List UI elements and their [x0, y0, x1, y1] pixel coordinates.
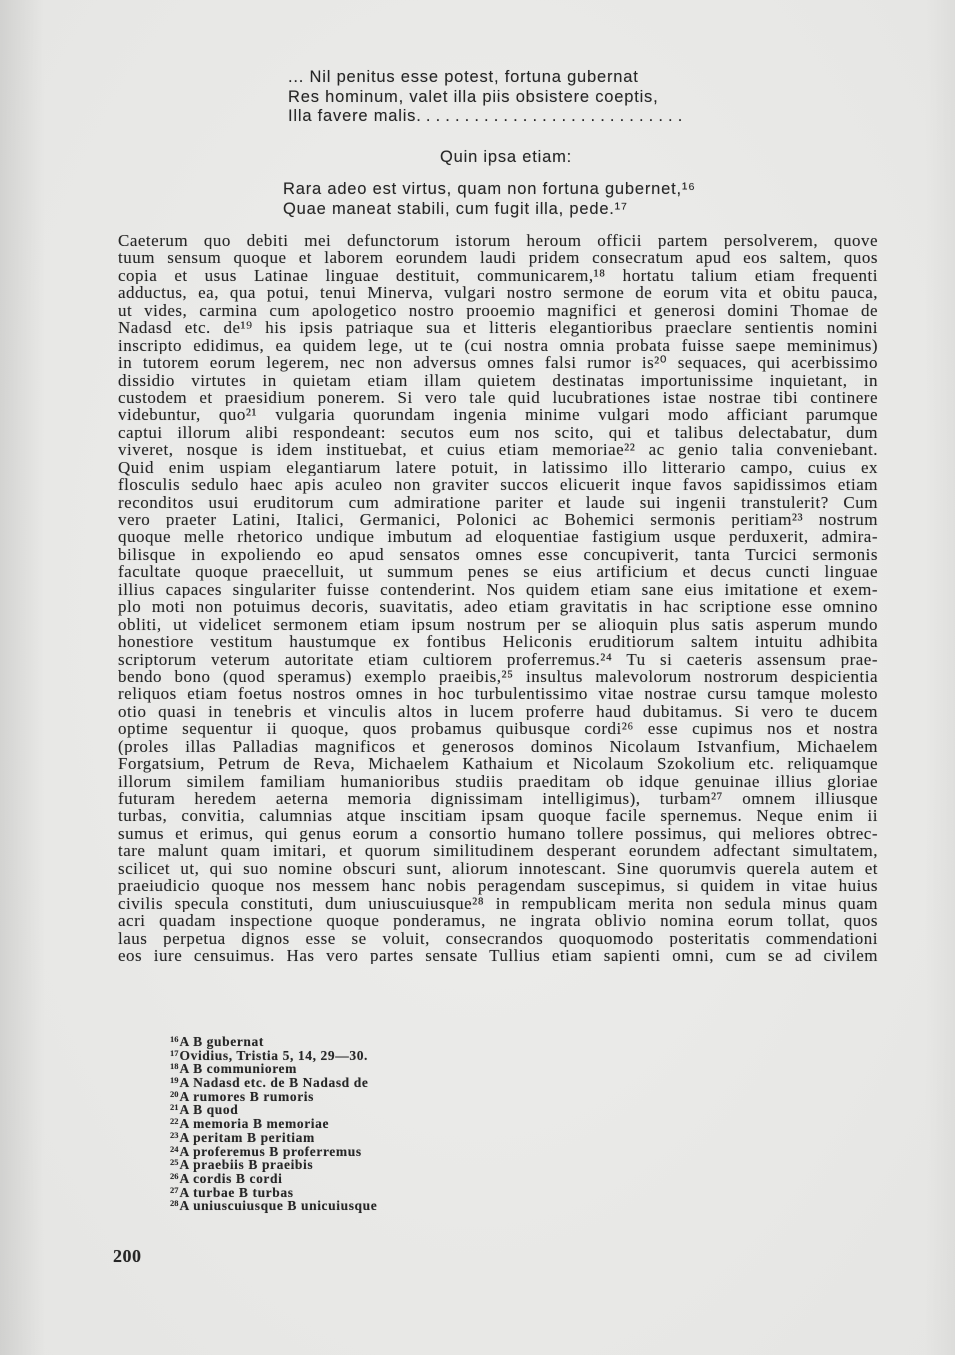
body-line: vero praeter Latini, Italici, Germanici, Polonici ac Bohemici sermonis peritiam²³ nostrum	[118, 511, 878, 529]
footnote-text: A peritam B peritiam	[179, 1129, 315, 1145]
body-line: flosculis sedulo haec apis aculeo non graviter succos elicuerit inque favos sapidissimos etiam	[118, 476, 878, 494]
body-line: optime sequentur ii quoque, quos probamus quibusque cordi²⁶ esse cupimus nos et nostra	[118, 720, 878, 738]
body-line: adductus, ea, qua potui, tenui Minerva, vulgari nostro sermone de eorum vita et obitu pauca,	[118, 284, 878, 302]
footnote	[170, 1143, 377, 1157]
body-line: illius capaces singulariter fuisse contenderint. Nos quidem etiam sane eius imitatione et exem-	[118, 580, 878, 599]
body-line: acri quadam inspectione quoque ponderamus, ne ingrata oblivio nomina eorum tollat, quos	[118, 912, 878, 930]
interlude-line: Quin ipsa etiam:	[440, 148, 573, 166]
body-line: (proles illas Palladias magnificos et generosos dominos Nicolaum Istvanfium, Michaelem	[118, 737, 878, 756]
footnote	[170, 1197, 378, 1214]
body-line: copia et usus Latinae linguae destituit, communicarem,¹⁸ hortatu talium etiam frequenti	[118, 266, 878, 285]
body-line: sumus et erimus, qui genus eorum a consortio humano tollere possimus, qui meliores obtrec-	[118, 824, 878, 843]
body-line: praeiudicio quoque nos messem hanc nobis peragendam suscepimus, si quidem in vitae huius	[118, 877, 878, 895]
footnote-text: A memoria B memoriae	[179, 1116, 330, 1132]
footnote-mark: 23	[170, 1129, 179, 1140]
body-line: tuum sensum quoque et laborem eorundem laudi pridem consecratum apud eos saltem, quos	[118, 249, 878, 267]
footnote-text: A praebiis B praeibis	[179, 1157, 314, 1173]
body-line: dissidio virtutes in quietam etiam illam quietem destinatas importunissime inquietant, in	[118, 371, 878, 389]
body-line: reconditos usui eruditorum cum admiratione pariter et laude sui ingenii transtulerit? Cum	[118, 493, 878, 511]
footnote	[170, 1047, 377, 1061]
body-line: videbuntur, quo²¹ vulgaria quorundam ingenia minime vulgari modo afficiant parumque	[118, 406, 878, 424]
footnote-mark: 17	[170, 1047, 179, 1058]
body-line: illorum similem familiam humanioribus studiis praeditam ob idque genuinae illius gloriae	[118, 772, 878, 790]
body-line: otio quasi in tenebris et vinculis altos in lucem proferre haud dubitamus. Si vero te ducem	[118, 702, 878, 721]
footnote-text: A turbae B turbas	[179, 1184, 294, 1200]
body-line: obliti, ut videlicet sermonem etiam ipsum nostrum per se alioquin plus satis asperum mundo	[118, 615, 878, 634]
footnote-text: A Nadasd etc. de B Nadasd de	[179, 1075, 369, 1091]
body-line: tare malunt quam imitari, et quorum similitudinem desperant eorundem adfectant simultatem,	[118, 842, 878, 860]
dot-leader: ............................	[416, 107, 688, 126]
verse-line-text: Illa favere malis	[288, 107, 417, 126]
footnote-text: A B communiorem	[179, 1061, 297, 1077]
body-line: Nadasd etc. de¹⁹ his ipsis patriaque sua et litteris elegantioribus praeclare sentientis nomini	[118, 319, 878, 337]
body-line: civilis specula constituti, dum uniuscuiusque²⁸ in rempublicam merita non sedula minus quam	[118, 894, 878, 913]
footnote-mark: 26	[170, 1170, 179, 1181]
body-line: turbas, convitia, calumnias atque inscitiam ipsam quoque facile spernemus. Neque enim ii	[118, 807, 878, 825]
body-line: custodem et praesidium ponerem. Si vero tale quid lucubrationes istae nostrae tibi continere	[118, 388, 878, 407]
footnote-text: Ovidius, Tristia 5, 14, 29—30.	[179, 1047, 369, 1063]
body-line: plo moti non potuimus decoris, suavitatis, adeo etiam gravitatis in hac scriptione esse omnino	[118, 598, 878, 616]
body-line: eos iure censuimus. Has vero partes sensate Tullius etiam sapienti omni, cum se ad civilem	[118, 946, 878, 965]
verse-line: ... Nil penitus esse potest, fortuna gubernat	[288, 68, 639, 86]
footnote	[170, 1170, 377, 1184]
body-line: inscripto edidimus, ea quidem lege, ut te (cui nostra omnia probata fuisse saepe meminimus)	[118, 336, 878, 355]
footnote	[170, 1115, 377, 1132]
verse-line: Res hominum, valet illa piis obsistere coeptis,	[288, 87, 659, 106]
footnote	[170, 1074, 377, 1091]
verse-block-2	[283, 180, 696, 219]
footnotes	[170, 1033, 378, 1214]
footnote-mark: 18	[170, 1061, 179, 1072]
footnote-text: A B gubernat	[179, 1034, 264, 1049]
body-line: facultate quoque praecelluit, ut summum penes se eius artificium et decus cuncti linguae	[118, 563, 878, 581]
footnote-mark: 22	[170, 1116, 179, 1127]
body-line: scilicet ut, qui suo nomine obscuri sunt, aliorum innotescant. Sine quorumvis querela autem et	[118, 859, 878, 878]
verse-line-with-leader	[288, 107, 687, 127]
body-line: bilisque in expoliendo eo apud sensatos omnes esse concupiverit, tanta Turcici sermonis	[118, 545, 878, 564]
body-line: ut vides, carmina cum apologetico nostro prooemio magnifici et generosi domini Thomae de	[118, 301, 878, 320]
footnote-mark: 19	[170, 1075, 179, 1086]
footnote	[170, 1129, 377, 1143]
body-line: viveret, nosque is idem instituebat, et cuius etiam memoriae²² ac genio talia conveniebant.	[118, 441, 878, 459]
footnote	[170, 1033, 377, 1047]
verse-line: Rara adeo est virtus, quam non fortuna gubernet,¹⁶	[283, 180, 696, 198]
body-line: bendo bono (quod speramus) exemplo praeibis,²⁵ insultus malevolorum nostrorum despicientia	[118, 667, 878, 686]
body-line: laus perpetua dignos esse se voluit, consecrandos quoquomodo posteritatis commendationi	[118, 929, 878, 947]
body-line: captui illorum alibi respondeant: secutos eum nos scito, qui et talibus delectabatur, dum	[118, 423, 878, 442]
footnote-mark: 25	[170, 1157, 179, 1168]
footnote-text: A uniuscuiusque B unicuiusque	[179, 1198, 378, 1214]
footnote-mark: 21	[170, 1102, 179, 1113]
body-line: Forgatsium, Petrum de Reva, Michaelem Kathaium et Nicolaum Szokolium etc. reliquamque	[118, 755, 878, 773]
footnote-mark: 16	[170, 1034, 179, 1044]
body-paragraph	[118, 232, 878, 964]
body-line: futuram heredem aeterna memoria dignissimam intelligimus), turbam²⁷ omnem illiusque	[118, 790, 878, 808]
body-line: scriptorum veterum autoritate etiam cultiorem proferremus.²⁴ Tu si caeteris assensum prae-	[118, 650, 878, 668]
body-line: reliquos etiam foetus nostros omnes in hoc turbulentissimo vitae nostrae cursu tamque molesto	[118, 685, 878, 703]
body-line: Caeterum quo debiti mei defunctorum istorum heroum officii partem persolverem, quove	[118, 232, 878, 250]
footnote-text: A cordis B cordi	[179, 1170, 283, 1186]
footnote-mark: 28	[170, 1198, 179, 1209]
body-line: honestiore vestitum haustumque ex fontibus Heliconis eruditiorum saltem intuitu adhibita	[118, 633, 878, 651]
footnote-text: A B quod	[179, 1102, 239, 1118]
footnote-text: A rumores B rumoris	[179, 1088, 315, 1104]
body-line: in tutorem eorum legerem, nec non adversus omnes falsi rumor is²⁰ sequaces, qui acerbissimo	[118, 354, 878, 372]
body-line: quoque melle rhetorico undique imbutum ad eloquentiae fastigium usque perduxerit, admira-	[118, 528, 878, 546]
verse-line: Quae maneat stabili, cum fugit illa, pede.¹⁷	[283, 199, 628, 218]
footnote-mark: 20	[170, 1088, 179, 1099]
footnote	[170, 1184, 377, 1198]
footnote-text: A proferemus B proferremus	[179, 1143, 362, 1159]
verse-block-1	[288, 68, 687, 127]
footnote-mark: 24	[170, 1143, 179, 1154]
footnote-mark: 27	[170, 1184, 179, 1195]
body-line: Quid enim uspiam elegantiarum latere potuit, in latissimo illo litterario campo, cuius ex	[118, 458, 878, 477]
page-number: 200	[113, 1246, 142, 1266]
